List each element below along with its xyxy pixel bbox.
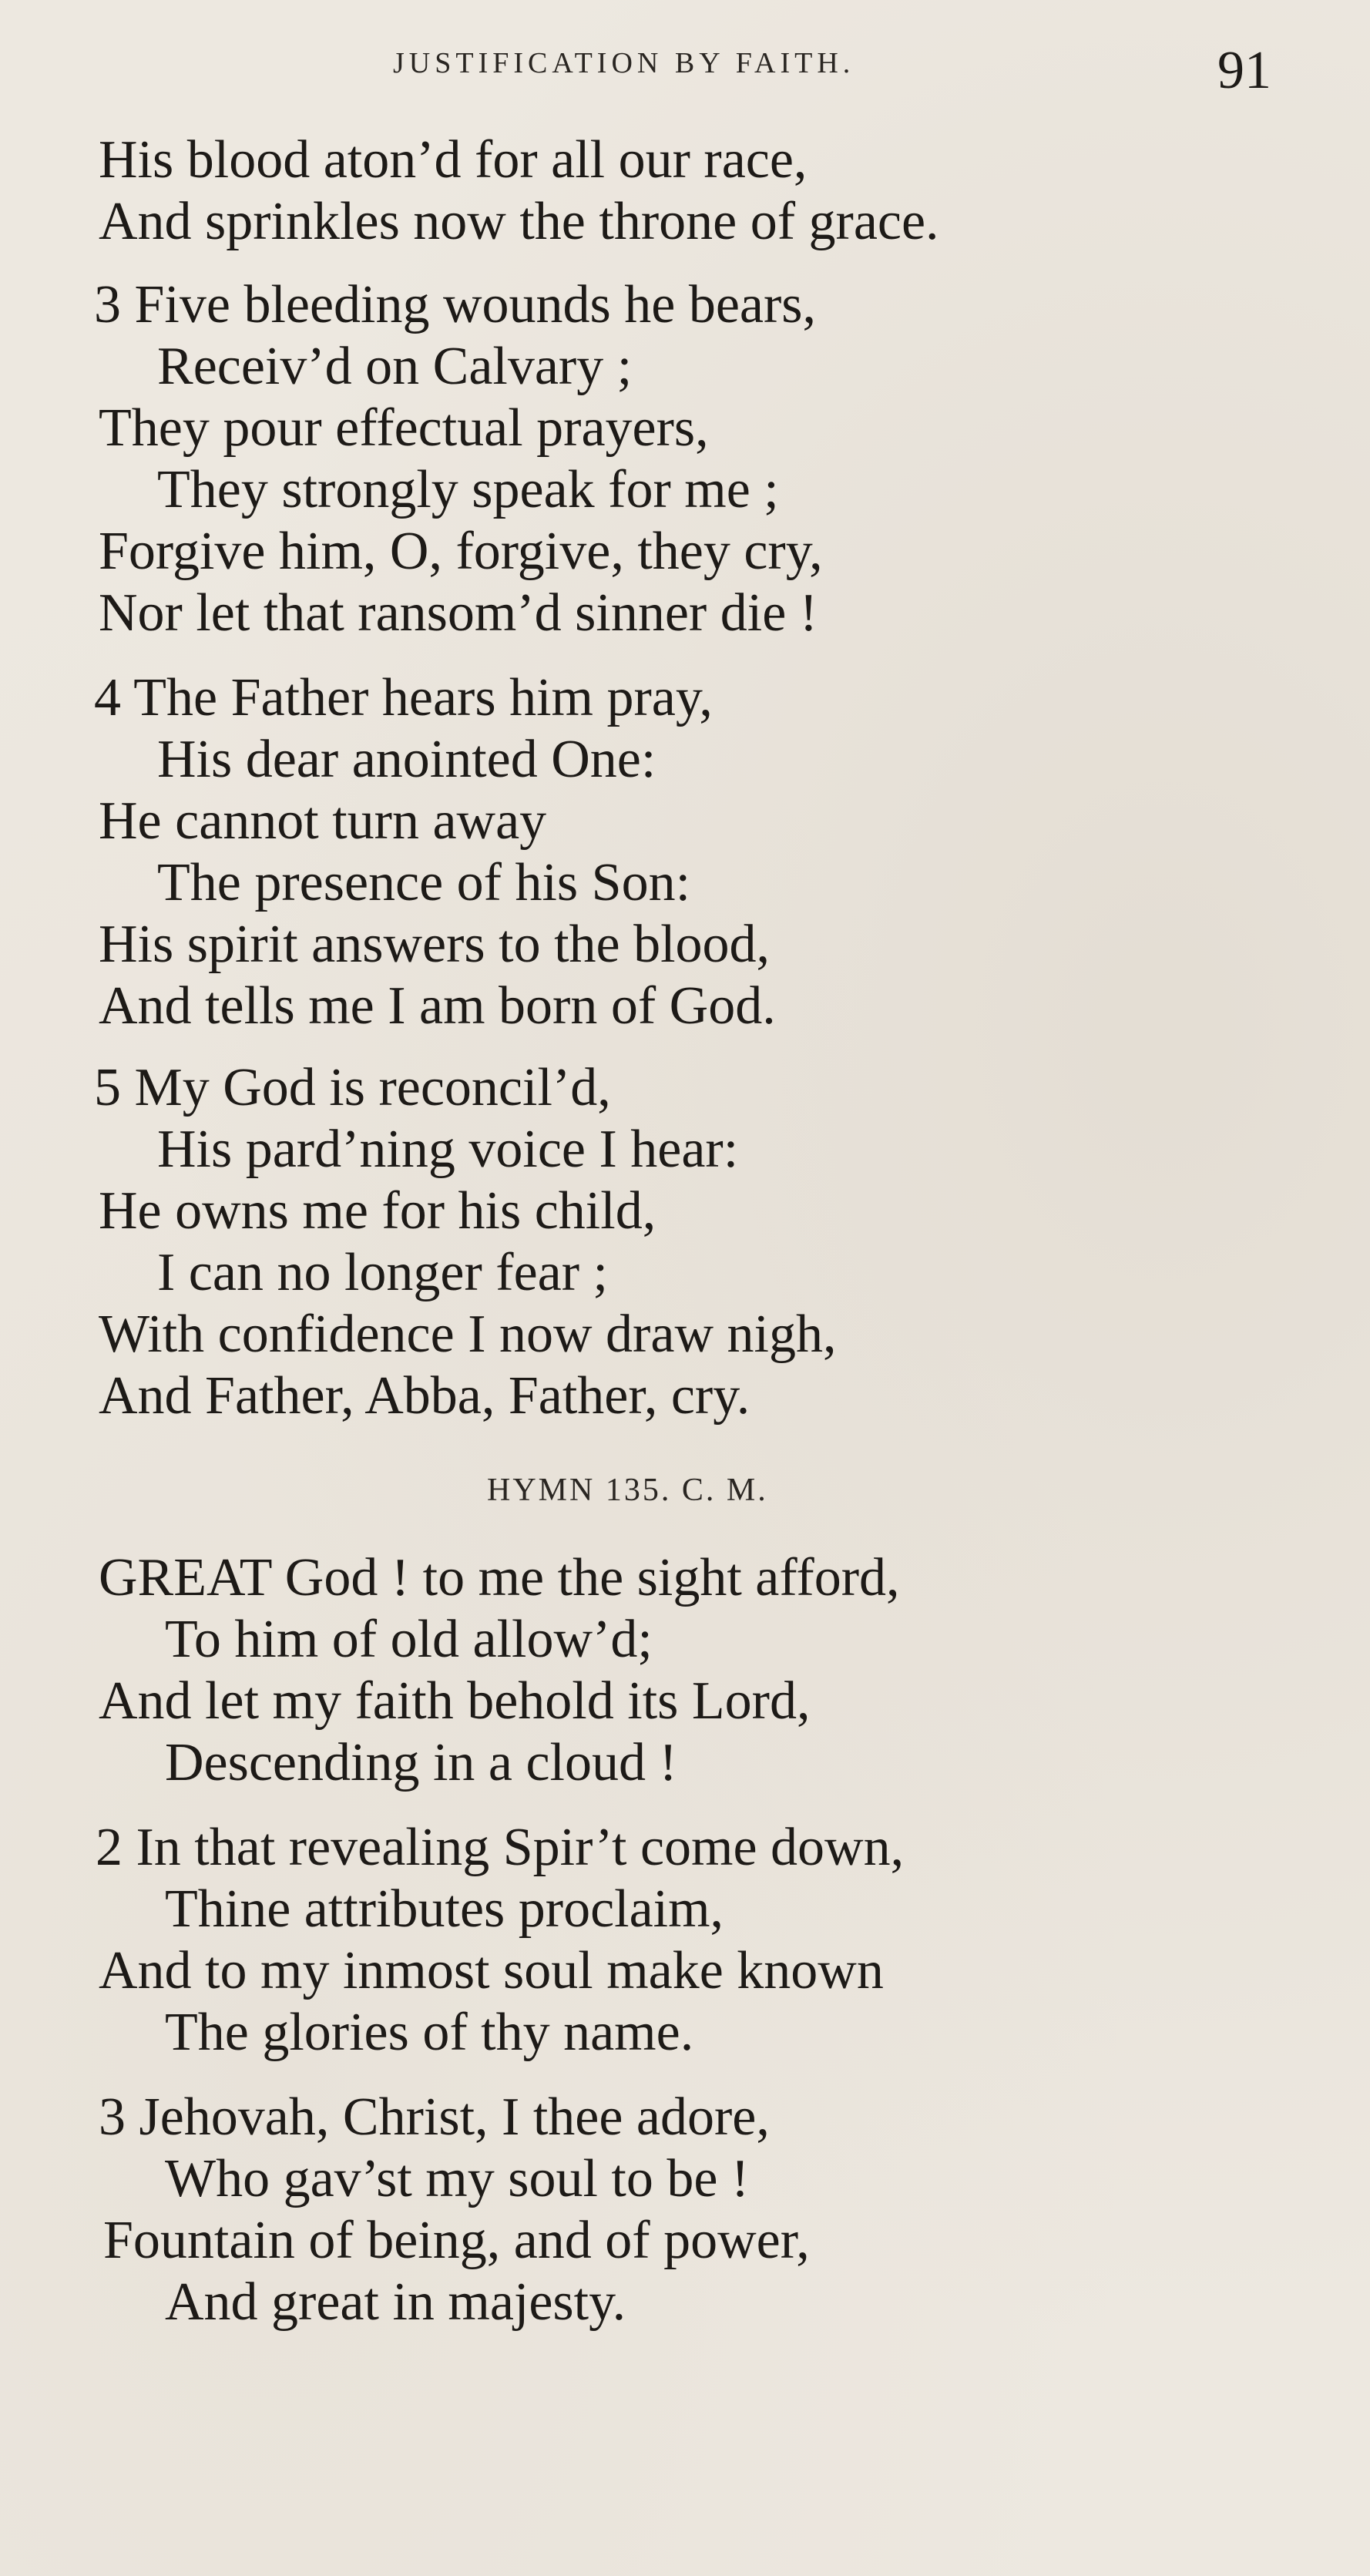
verse-line: Forgive him, O, forgive, they cry,: [99, 522, 823, 581]
verse-line: Fountain of being, and of power,: [103, 2211, 810, 2270]
verse-line: They pour effectual prayers,: [99, 398, 709, 458]
verse-line: His blood aton’d for all our race,: [99, 130, 808, 190]
verse-line: Who gav’st my soul to be !: [165, 2149, 750, 2208]
verse-line: And let my faith behold its Lord,: [99, 1671, 811, 1731]
verse-line: With confidence I now draw nigh,: [99, 1305, 837, 1364]
verse-line: And Father, Abba, Father, cry.: [99, 1366, 750, 1426]
verse-line: He cannot turn away: [99, 791, 547, 851]
verse-line: 5 My God is reconcil’d,: [94, 1058, 611, 1117]
verse-line: And sprinkles now the throne of grace.: [99, 192, 939, 251]
verse-line: The presence of his Son:: [157, 853, 691, 912]
verse-line: His dear anointed One:: [157, 730, 656, 789]
verse-line: They strongly speak for me ;: [157, 460, 779, 519]
running-head: JUSTIFICATION BY FAITH.: [393, 47, 855, 79]
verse-line: 3 Jehovah, Christ, I thee adore,: [99, 2087, 770, 2147]
verse-line: I can no longer fear ;: [157, 1243, 608, 1302]
verse-line: Descending in a cloud !: [165, 1733, 677, 1792]
verse-line: 3 Five bleeding wounds he bears,: [94, 275, 817, 334]
verse-line: His spirit answers to the blood,: [99, 915, 771, 974]
verse-line: Receiv’d on Calvary ;: [157, 337, 633, 396]
verse-line: And tells me I am born of God.: [99, 976, 776, 1036]
hymn-heading: HYMN 135. C. M.: [487, 1473, 768, 1508]
verse-line: And to my inmost soul make known: [99, 1941, 884, 2000]
verse-line: 2 In that revealing Spir’t come down,: [96, 1818, 905, 1877]
verse-line: Thine attributes proclaim,: [165, 1879, 724, 1939]
verse-line: And great in majesty.: [165, 2272, 626, 2332]
verse-line: To him of old allow’d;: [165, 1610, 653, 1669]
verse-line: His pard’ning voice I hear:: [157, 1120, 739, 1179]
verse-line: He owns me for his child,: [99, 1181, 656, 1241]
verse-line: The glories of thy name.: [165, 2003, 694, 2062]
verse-line: 4 The Father hears him pray,: [94, 668, 713, 727]
verse-line: Nor let that ransom’d sinner die !: [99, 583, 818, 643]
verse-line: GREAT God ! to me the sight afford,: [99, 1548, 900, 1607]
page-number: 91: [1217, 41, 1271, 100]
